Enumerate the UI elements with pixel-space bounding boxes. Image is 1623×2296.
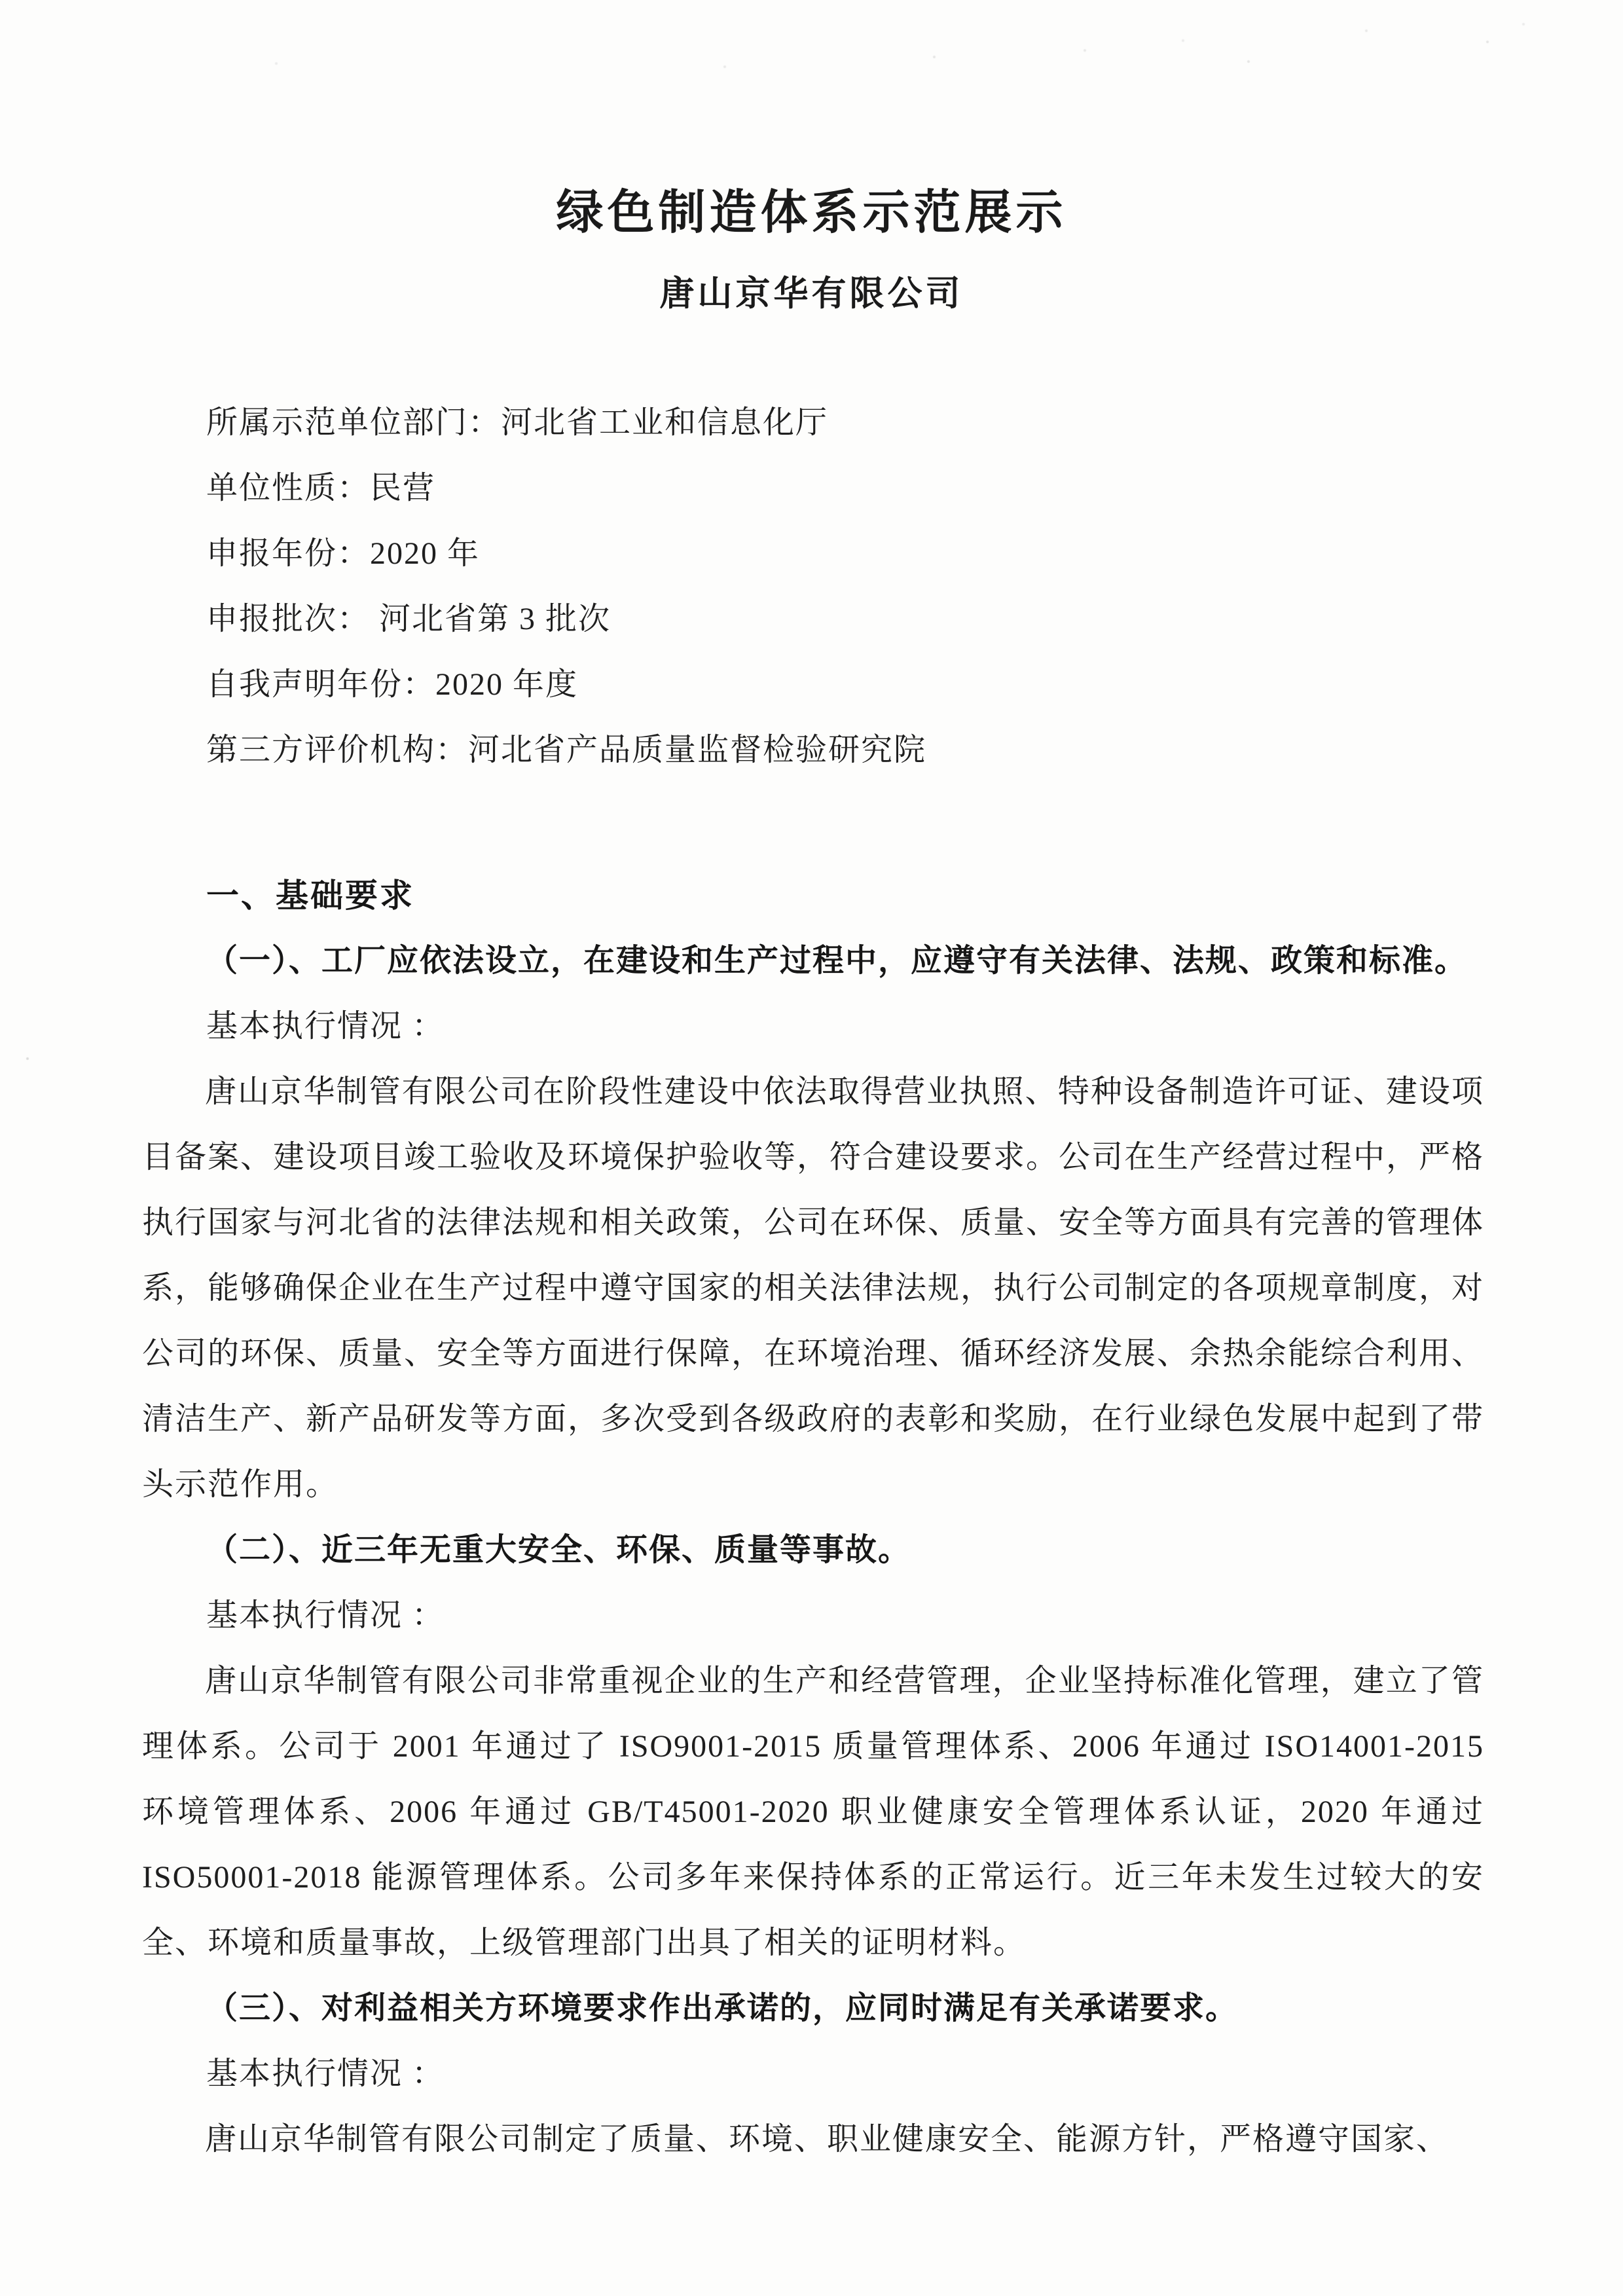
info-value-declaration-year: 2020 年度: [435, 667, 579, 702]
document-body: [142, 863, 1484, 2172]
subsection-3-heading: （三）、对利益相关方环境要求作出承诺的，应同时满足有关承诺要求。: [206, 1991, 1239, 2026]
info-value-apply-batch: 河北省第 3 批次: [370, 602, 611, 636]
subsection-2-exec-label: 基本执行情况 ：: [206, 1598, 445, 1633]
subsection-3-paragraph: 唐山京华制管有限公司制定了质量、环境、职业健康安全、能源方针，严格遵守国家、: [205, 2122, 1450, 2157]
info-line-declaration-year: [206, 652, 1484, 718]
scan-artifacts: [0, 0, 3, 3]
subsection-3-exec-label: 基本执行情况 ：: [206, 2056, 445, 2091]
info-block: [206, 390, 1484, 783]
info-label-department: 所属示范单位部门：: [206, 405, 501, 440]
info-label-apply-year: 申报年份：: [206, 536, 371, 571]
info-value-evaluator: 河北省产品质量监督检验研究院: [468, 733, 927, 767]
info-label-evaluator: 第三方评价机构：: [206, 733, 469, 767]
subsection-1-exec-label: 基本执行情况 ：: [206, 1009, 445, 1044]
info-value-department: 河北省工业和信息化厅: [501, 405, 829, 440]
info-line-unit-type: [206, 456, 1484, 521]
info-label-apply-batch: 申报批次：: [206, 602, 371, 636]
info-line-department: [206, 390, 1484, 456]
info-line-apply-year: [206, 521, 1484, 587]
document-title: 绿色制造体系示范展示: [556, 187, 1067, 239]
subsection-2-heading: （二）、近三年无重大安全、环保、质量等事故。: [206, 1533, 911, 1567]
subsection-1-paragraph: 唐山京华制管有限公司在阶段性建设中依法取得营业执照、特种设备制造许可证、建设项目备案、建设项目竣工验收及环境保护验收等，符合建设要求。公司在生产经营过程中，严格执行国家与河北省的法律法规和相关政策，公司在环保、质量、安全等方面具有完善的管理体系，能够确保企业在生产过程中遵守国家的相关法律法规，执行公司制定的各项规章制度，对公司的环保、质量、安全等方面进行保障，在环境治理、循环经济发展、余热余能综合利用、清洁生产、新产品研发等方面，多次受到各级政府的表彰和奖励，在行业绿色发展中起到了带头示范作用。: [142, 1074, 1485, 1502]
section-1-heading: 一、基础要求: [206, 877, 414, 914]
info-line-apply-batch: [206, 587, 1484, 652]
company-name: 唐山京华有限公司: [659, 274, 964, 313]
info-label-declaration-year: 自我声明年份：: [206, 667, 436, 702]
info-label-unit-type: 单位性质：: [206, 471, 371, 505]
info-value-unit-type: 民营: [370, 471, 436, 505]
info-line-evaluator: [206, 718, 1484, 783]
subsection-1-heading: （一）、工厂应依法设立，在建设和生产过程中，应遵守有关法律、法规、政策和标准。: [206, 943, 1468, 978]
info-value-apply-year: 2020 年: [370, 536, 481, 571]
subsection-2-paragraph: 唐山京华制管有限公司非常重视企业的生产和经营管理，企业坚持标准化管理，建立了管理体系。公司于 2001 年通过了 ISO9001-2015 质量管理体系、2006 年通过 ISO14001-2015 环境管理体系、2006 年通过 GB/T45001-2020 职业健康安全管理体系认证，2020 年通过 ISO50001-2018 能源管理体系。公司多年来保持体系的正常运行。近三年未发生过较大的安全、环境和质量事故，上级管理部门出具了相关的证明材料。: [142, 1664, 1484, 1960]
